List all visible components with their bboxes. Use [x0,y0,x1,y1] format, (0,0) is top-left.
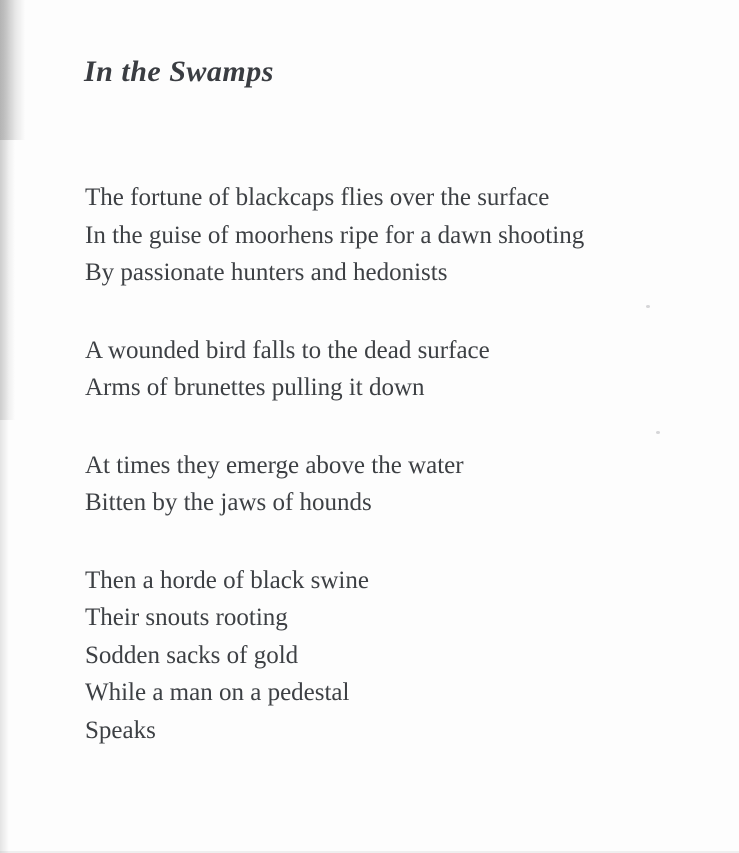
poem-line: Then a horde of black swine [85,566,369,594]
poem-line: By passionate hunters and hedonists [85,259,448,286]
scan-shadow-left-mid [0,0,16,420]
poem-line: In the guise of moorhens ripe for a dawn shooting [85,221,585,249]
poem-line: Arms of brunettes pulling it down [85,374,425,401]
poem-line: While a man on a pedestal [85,679,350,706]
stanza-4 [85,562,584,750]
poem-line: Bitten by the jaws of hounds [85,489,372,516]
poem-line: At times they emerge above the water [85,451,464,479]
dust-speck [646,305,650,308]
scan-shadow-left-top [0,0,28,140]
scan-shadow-left-full [0,0,9,853]
poem-line: Their snouts rooting [85,604,288,631]
stanza-1 [85,179,584,292]
poem-title: In the Swamps [84,55,274,88]
poem-line: The fortune of blackcaps flies over the surface [85,184,550,211]
poem-line: Sodden sacks of gold [85,641,299,669]
dust-speck [656,431,660,434]
poem-line: A wounded bird falls to the dead surface [85,336,490,364]
poem-body [85,179,584,789]
stanza-2 [85,332,584,407]
poem-line: Speaks [85,716,156,744]
stanza-3 [85,447,584,522]
